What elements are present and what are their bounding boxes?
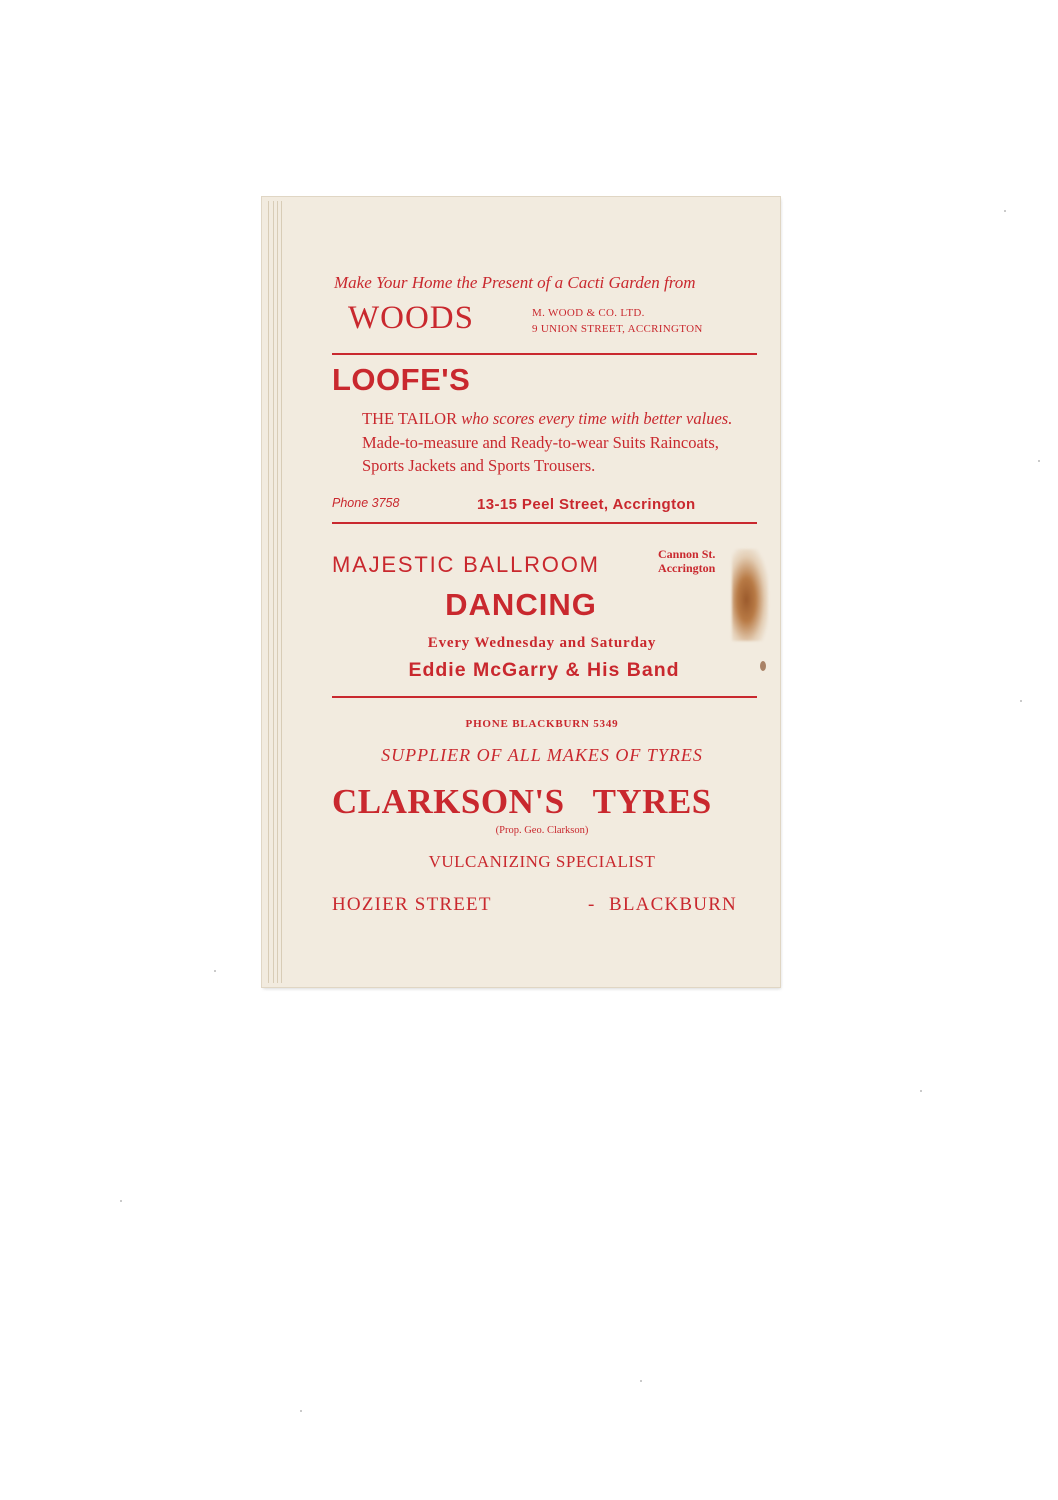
majestic-event: DANCING: [445, 587, 597, 622]
woods-company: M. WOOD & CO. LTD.: [532, 307, 645, 319]
clarksons-separator: -: [588, 894, 595, 915]
scan-speck: [920, 1090, 922, 1092]
loofes-description: [362, 407, 762, 478]
clarksons-street: HOZIER STREET: [332, 894, 492, 915]
clarksons-specialty: VULCANIZING SPECIALIST: [428, 852, 656, 871]
clarksons-name-part1: CLARKSON'S: [332, 782, 565, 821]
scan-speck: [214, 970, 216, 972]
majestic-location: [658, 547, 715, 575]
loofes-phone: Phone 3758: [332, 496, 400, 510]
majestic-town: Accrington: [658, 561, 716, 575]
loofes-desc-lead: THE TAILOR: [362, 409, 458, 428]
programme-page: [262, 197, 780, 987]
loofes-address: 13-15 Peel Street, Accrington: [477, 496, 696, 513]
clarksons-supplier: SUPPLIER OF ALL MAKES OF TYRES: [381, 745, 703, 765]
loofes-desc-italic: who scores every time with better values.: [461, 409, 733, 428]
clarksons-town: BLACKBURN: [609, 894, 737, 915]
majestic-street: Cannon St.: [658, 547, 716, 561]
woods-tagline: Make Your Home the Present of a Cacti Garden from: [334, 273, 696, 292]
clarksons-proprietor: (Prop. Geo. Clarkson): [495, 825, 589, 836]
scan-speck: [640, 1380, 642, 1382]
majestic-days: Every Wednesday and Saturday: [427, 635, 657, 651]
scan-speck: [120, 1200, 122, 1202]
scan-speck: [1038, 460, 1040, 462]
clarksons-phone: PHONE BLACKBURN 5349: [465, 718, 619, 730]
majestic-band: Eddie McGarry & His Band: [408, 659, 680, 681]
loofes-desc-rest: Made-to-measure and Ready-to-wear Suits Raincoats, Sports Jackets and Sports Trousers.: [362, 432, 719, 475]
scan-speck: [1020, 700, 1022, 702]
majestic-title: MAJESTIC BALLROOM: [332, 552, 600, 577]
divider: [332, 696, 757, 698]
divider: [332, 353, 757, 355]
woods-name: WOODS: [348, 300, 474, 336]
woods-address: 9 UNION STREET, ACCRINGTON: [532, 323, 703, 335]
scan-speck: [1004, 210, 1006, 212]
clarksons-name-part2: TYRES: [592, 782, 712, 821]
scan-speck: [300, 1410, 302, 1412]
loofes-name: LOOFE'S: [332, 362, 471, 397]
divider: [332, 522, 757, 524]
clarksons-name: [332, 782, 712, 822]
